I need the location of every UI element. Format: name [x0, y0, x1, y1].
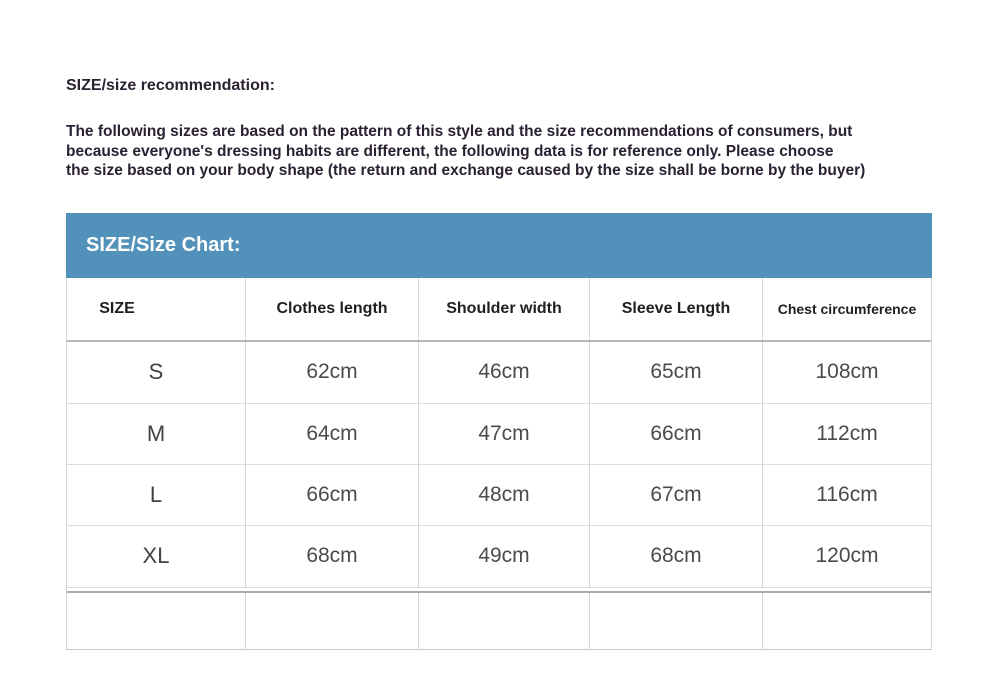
- size-chart-title: SIZE/Size Chart:: [86, 233, 241, 256]
- table-row-s: [67, 342, 931, 404]
- clothes-length-cell: 66cm: [246, 465, 419, 525]
- chest-circumference-cell: 120cm: [815, 544, 879, 567]
- empty-cell: [590, 593, 763, 649]
- column-header-size: SIZE: [67, 278, 246, 340]
- recommendation-line: the size based on your body shape (the return and exchange caused by the size shall be borne by the buyer): [66, 162, 866, 179]
- sleeve-length-cell: 68cm: [590, 526, 763, 587]
- clothes-length-cell: 62cm: [246, 342, 419, 403]
- content-area: [66, 0, 932, 650]
- empty-cell: [246, 593, 419, 649]
- size-cell: S: [67, 342, 246, 403]
- empty-cell: [419, 593, 590, 649]
- table-empty-row: [67, 591, 931, 649]
- shoulder-width-cell: 48cm: [419, 465, 590, 525]
- clothes-length-cell: 68cm: [246, 526, 419, 587]
- shoulder-width-cell: 49cm: [419, 526, 590, 587]
- recommendation-line: because everyone's dressing habits are different, the following data is for reference only. Please choose: [66, 142, 834, 160]
- chest-circumference-cell: 108cm: [815, 360, 879, 383]
- chest-circumference-cell: 116cm: [816, 482, 878, 506]
- chest-circumference-cell: 112cm: [816, 421, 878, 445]
- table-row-l: [67, 465, 931, 526]
- shoulder-width-cell: 47cm: [419, 404, 590, 464]
- sleeve-length-cell: 66cm: [590, 404, 763, 464]
- sleeve-length-cell: 65cm: [590, 342, 763, 403]
- recommendation-line: The following sizes are based on the pattern of this style and the size recommendations of consumers, but: [66, 123, 853, 140]
- column-header-shoulder-width: Shoulder width: [419, 278, 590, 340]
- table-row-xl: [67, 526, 931, 588]
- size-chart-title-bar: [66, 213, 932, 278]
- table-row-m: [67, 404, 931, 465]
- shoulder-width-cell: 46cm: [419, 342, 590, 403]
- size-cell: L: [67, 465, 246, 525]
- column-header-clothes-length: Clothes length: [246, 278, 419, 340]
- recommendation-heading: SIZE/size recommendation:: [66, 77, 275, 94]
- size-table: [66, 278, 932, 650]
- table-header-row: [67, 278, 931, 342]
- column-header-sleeve-length: Sleeve Length: [590, 278, 763, 340]
- size-cell: M: [67, 404, 246, 464]
- empty-cell: [763, 593, 931, 649]
- empty-cell: [67, 593, 246, 649]
- size-cell: XL: [67, 526, 246, 587]
- column-header-chest-circumference: Chest circumference: [777, 300, 917, 317]
- clothes-length-cell: 64cm: [246, 404, 419, 464]
- sleeve-length-cell: 67cm: [590, 465, 763, 525]
- recommendation-text: [66, 122, 932, 181]
